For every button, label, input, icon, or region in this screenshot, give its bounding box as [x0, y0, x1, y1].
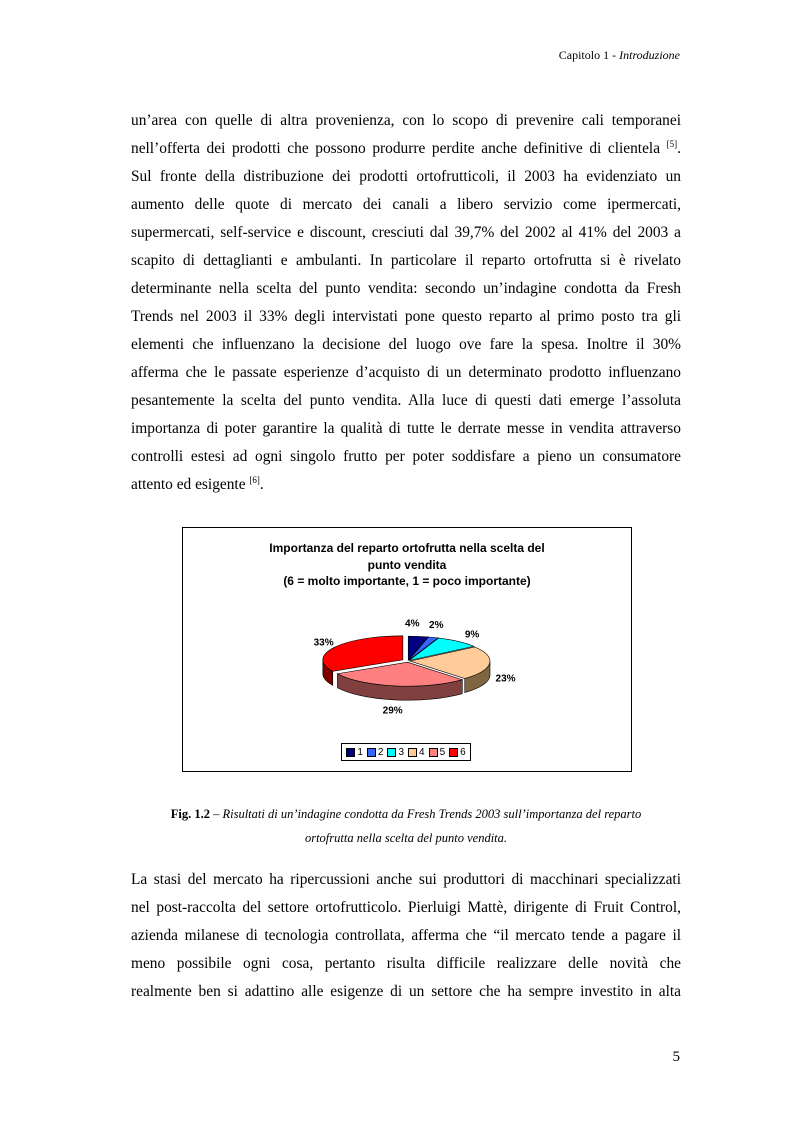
reference-5: [5]	[666, 139, 678, 149]
data-label-4: 23%	[495, 673, 516, 685]
data-label-1: 4%	[405, 618, 420, 630]
running-header	[559, 48, 680, 63]
text-line: Sul fronte della distribuzione dei prodotti ortofrutticoli, il 2003 ha evidenziato un	[131, 168, 681, 185]
text-line: nel post-raccolta del settore ortofrutticolo. Pierluigi Mattè, dirigente di Fruit Control,	[131, 899, 681, 916]
legend-swatch	[449, 748, 458, 757]
text-line: supermercati, self-service e discount, cresciuti dal 39,7% del 2002 al 41% del 2003 a	[131, 224, 681, 241]
chart-title-line: Importanza del reparto ortofrutta nella scelta del	[269, 541, 545, 555]
text-line: controlli estesi ad ogni singolo frutto per poter soddisfare a pieno un consumatore	[131, 448, 681, 465]
legend-item-4	[408, 747, 425, 758]
legend-label: 4	[419, 746, 425, 758]
reference-6: [6]	[249, 475, 260, 485]
legend-item-2	[367, 747, 384, 758]
caption-line-1: Fig. 1.2 – Risultati di un’indagine condotta da Fresh Trends 2003 sull’importanza del reparto	[170, 807, 642, 821]
legend-swatch	[387, 748, 396, 757]
text-line: scapito di dettaglianti e ambulanti. In particolare il reparto ortofrutta si è rivelato	[131, 252, 681, 269]
text-line: determinante nella scelta del punto vendita: secondo un’indagine condotta da Fresh	[131, 280, 681, 297]
text-line: nell’offerta dei prodotti che possono produrre perdite anche definitive di clientela [5].	[131, 139, 681, 157]
text-line: importanza di poter garantire la qualità di tutte le derrate messe in vendita attraverso	[131, 420, 681, 437]
legend-label: 3	[398, 746, 404, 758]
page-number: 5	[672, 1049, 680, 1065]
text-line: aumento delle quote di mercato dei canali a libero servizio come ipermercati,	[131, 196, 681, 213]
legend-label: 1	[357, 746, 363, 758]
text-line: azienda milanese di tecnologia controllata, afferma che “il mercato tende a pagare il	[131, 927, 681, 944]
text-line: afferma che le passate esperienze d’acquisto di un determinato prodotto influenzano	[131, 364, 681, 381]
text-line: meno possibile ogni cosa, pertanto risulta difficile realizzare delle novità che	[131, 955, 681, 972]
legend-swatch	[346, 748, 355, 757]
text-line: pesantemente la scelta del punto vendita. Alla luce di questi dati emerge l’assoluta	[131, 392, 681, 409]
paragraph-market	[131, 866, 681, 1006]
legend-swatch	[429, 748, 438, 757]
chart-title-line: punto vendita	[367, 557, 447, 572]
legend-item-1	[346, 747, 363, 758]
legend-label: 6	[460, 746, 466, 758]
text-line: La stasi del mercato ha ripercussioni anche sui produttori di macchinari specializzati	[131, 871, 681, 888]
chart-title-line: (6 = molto importante, 1 = poco importante)	[283, 574, 531, 588]
header-section: Introduzione	[619, 48, 680, 62]
legend-label: 5	[439, 746, 446, 758]
pie-chart-figure	[182, 527, 632, 772]
chart-legend	[341, 743, 471, 761]
legend-item-3	[387, 747, 404, 758]
pie-chart	[183, 528, 631, 771]
legend-item-5	[429, 747, 446, 758]
legend-swatch	[408, 748, 417, 757]
header-separator: -	[609, 48, 620, 62]
data-label-3: 9%	[464, 629, 480, 641]
header-chapter: Capitolo 1	[558, 48, 610, 62]
legend-label: 2	[377, 746, 384, 758]
text-line: elementi che influenzano la decisione del luogo ove fare la spesa. Inoltre il 30%	[131, 336, 681, 353]
figure-caption	[131, 802, 681, 850]
caption-line-2: ortofrutta nella scelta del punto vendita.	[304, 831, 508, 845]
figure-number: Fig. 1.2	[170, 807, 210, 821]
legend-swatch	[367, 748, 376, 757]
legend-item-6	[449, 747, 466, 758]
text-line: Trends nel 2003 il 33% degli intervistati pone questo reparto al primo posto tra gli	[131, 308, 681, 325]
caption-text: Risultati di un’indagine condotta da Fresh Trends 2003 sull’importanza del reparto	[222, 807, 642, 821]
text-line: un’area con quelle di altra provenienza, con lo scopo di prevenire cali temporanei	[131, 112, 681, 129]
data-label-6: 33%	[313, 637, 334, 649]
data-label-2: 2%	[429, 619, 444, 631]
text-line: realmente ben si adattino alle esigenze di un settore che ha sempre investito in alta	[131, 983, 681, 1000]
text-line: attento ed esigente [6].	[131, 475, 264, 493]
paragraph-distribution	[131, 107, 681, 499]
data-label-5: 29%	[382, 705, 403, 717]
